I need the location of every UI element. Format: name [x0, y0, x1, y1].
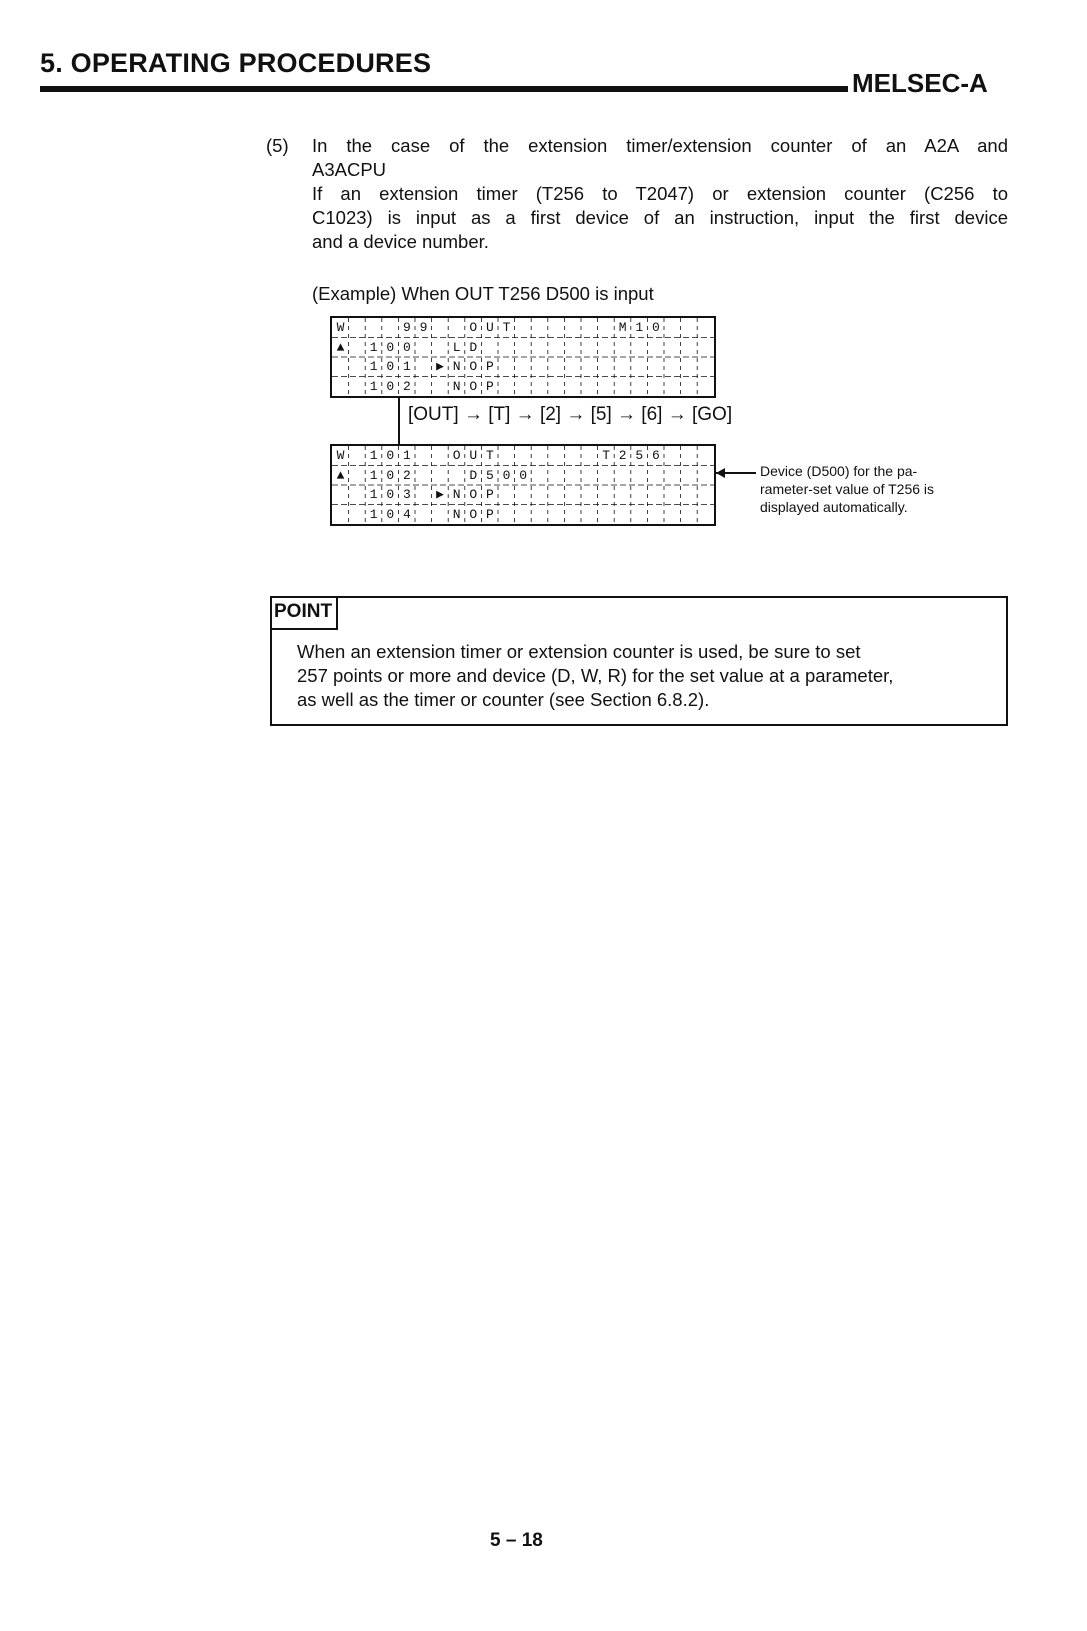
- lcd-char: P: [485, 359, 494, 374]
- cursor-arrow-icon: ▶: [436, 487, 444, 502]
- section-heading: 5. OPERATING PROCEDURES: [40, 48, 432, 78]
- lcd-display-after: [330, 444, 716, 526]
- point-line: When an extension timer or extension counter is used, be sure to set: [297, 641, 861, 662]
- lcd-char: 5: [635, 448, 644, 463]
- point-label: POINT: [270, 596, 338, 630]
- header-rule: [40, 86, 848, 92]
- lcd-char: U: [469, 448, 478, 463]
- lcd-char: 0: [502, 467, 511, 483]
- lcd-char: 2: [402, 378, 411, 394]
- lcd-row: [332, 466, 714, 485]
- lcd-row: [332, 338, 714, 357]
- lcd-char: 9: [402, 320, 411, 335]
- lcd-display-before: [330, 316, 716, 398]
- lcd-char: 1: [369, 359, 378, 374]
- lcd-char: U: [485, 320, 494, 335]
- connector-line: [398, 398, 400, 444]
- lcd-char: 2: [402, 467, 411, 483]
- lcd-char: 1: [369, 339, 378, 355]
- lcd-char: 1: [369, 506, 378, 522]
- lcd-row: [332, 318, 714, 337]
- lcd-char: 0: [386, 487, 395, 502]
- lcd-char: 1: [369, 467, 378, 483]
- item-line: and a device number.: [312, 231, 489, 252]
- lcd-char: O: [469, 487, 478, 502]
- display-note: [760, 462, 934, 516]
- point-line: 257 points or more and device (D, W, R) for the set value at a parameter,: [297, 665, 894, 686]
- brand-name: MELSEC-A: [852, 68, 988, 98]
- lcd-row: [332, 485, 714, 504]
- lcd-char: N: [452, 506, 461, 522]
- lcd-char: P: [485, 487, 494, 502]
- lcd-char: 3: [402, 487, 411, 502]
- lcd-char: 0: [386, 467, 395, 483]
- lcd-char: 5: [485, 467, 494, 483]
- item-line: In the case of the extension timer/extension counter of an A2A and: [312, 135, 1008, 156]
- note-leader-line: [716, 472, 756, 474]
- lcd-char: 1: [369, 448, 378, 463]
- lcd-char: M: [618, 320, 627, 335]
- lcd-char: W: [336, 448, 345, 463]
- lcd-char: 1: [402, 448, 411, 463]
- lcd-char: D: [469, 467, 478, 483]
- lcd-char: 9: [419, 320, 428, 335]
- scroll-up-icon: ▲: [336, 339, 345, 355]
- item-line: A3ACPU: [312, 159, 387, 180]
- lcd-char: L: [452, 339, 461, 355]
- lcd-char: N: [452, 359, 461, 374]
- lcd-char: P: [485, 506, 494, 522]
- page-number: 5 – 18: [490, 1530, 543, 1551]
- lcd-char: 1: [369, 487, 378, 502]
- example-title: (Example) When OUT T256 D500 is input: [312, 283, 654, 304]
- point-text: [297, 640, 973, 712]
- lcd-char: 0: [519, 467, 527, 483]
- key-sequence: [OUT] → [T] → [2] → [5] → [6] → [GO]: [408, 404, 733, 425]
- cursor-arrow-icon: ▶: [436, 359, 444, 374]
- lcd-char: 0: [386, 339, 395, 355]
- lcd-char: D: [469, 339, 478, 355]
- lcd-char: 0: [386, 378, 395, 394]
- lcd-char: N: [452, 487, 461, 502]
- lcd-char: P: [485, 378, 494, 394]
- note-line: Device (D500) for the pa-: [760, 463, 918, 479]
- note-line: rameter-set value of T256 is: [760, 481, 935, 497]
- lcd-row: [332, 505, 714, 524]
- item-line: C1023) is input as a first device of an instruction, input the first device: [312, 207, 1008, 228]
- lcd-char: 0: [386, 359, 395, 374]
- lcd-char: T: [502, 320, 511, 335]
- lcd-row: [332, 377, 714, 396]
- lcd-char: 1: [635, 320, 644, 335]
- lcd-char: 0: [402, 339, 411, 355]
- lcd-char: 1: [369, 378, 378, 394]
- lcd-char: O: [469, 359, 478, 374]
- scroll-up-icon: ▲: [336, 467, 345, 483]
- lcd-char: 0: [386, 506, 395, 522]
- item-line: If an extension timer (T256 to T2047) or extension counter (C256 to: [312, 183, 1008, 204]
- lcd-char: O: [469, 378, 478, 394]
- lcd-char: 1: [402, 359, 411, 374]
- lcd-char: 0: [386, 448, 395, 463]
- point-line: as well as the timer or counter (see Section 6.8.2).: [297, 689, 710, 710]
- lcd-char: T: [485, 448, 494, 463]
- lcd-char: N: [452, 378, 461, 394]
- lcd-row: [332, 446, 714, 465]
- lcd-char: 2: [618, 448, 627, 463]
- item-body: [312, 134, 1008, 254]
- lcd-char: 0: [651, 320, 660, 335]
- lcd-char: O: [452, 448, 461, 463]
- lcd-char: T: [602, 448, 610, 463]
- item-number: (5): [266, 135, 289, 156]
- lcd-char: O: [469, 506, 478, 522]
- lcd-row: [332, 357, 714, 376]
- lcd-char: W: [336, 320, 345, 335]
- note-line: displayed automatically.: [760, 499, 908, 515]
- lcd-char: 6: [651, 448, 660, 463]
- lcd-char: O: [469, 320, 478, 335]
- lcd-char: 4: [402, 506, 411, 522]
